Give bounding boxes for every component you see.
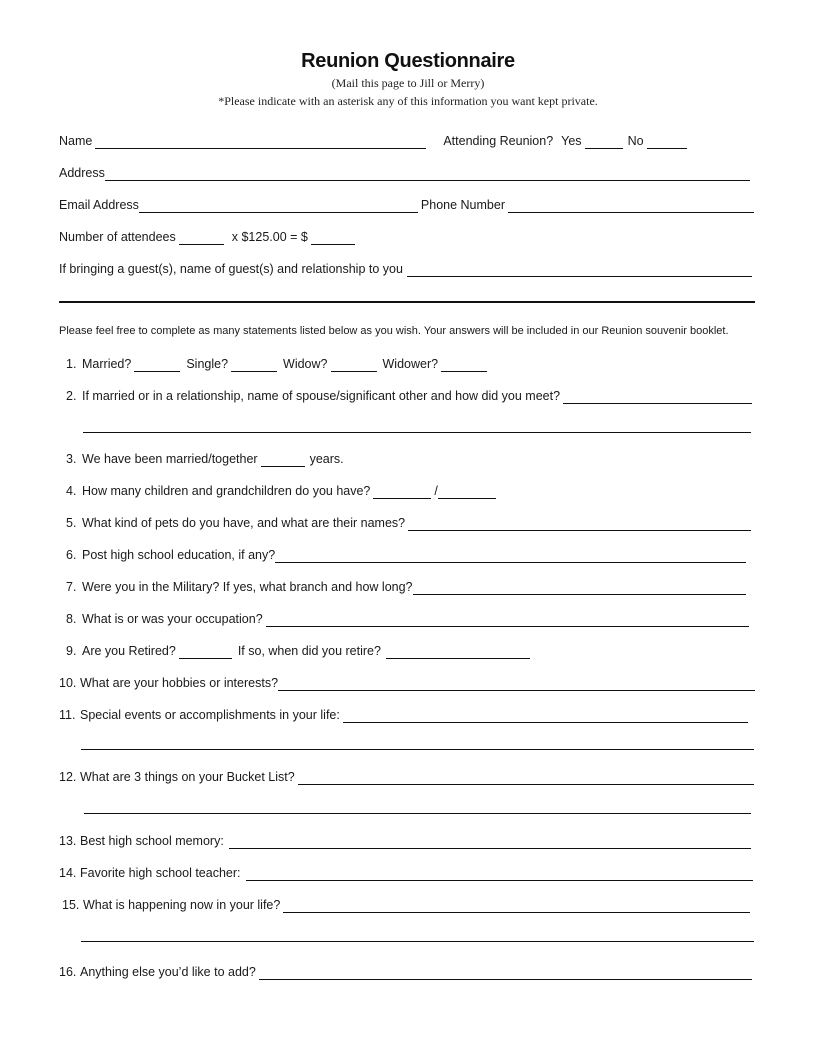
question-14 <box>59 863 753 881</box>
question-2-field[interactable] <box>563 388 752 404</box>
question-15-extra-line[interactable] <box>81 941 754 942</box>
question-number: 11. <box>59 708 76 722</box>
question-10-text: What are your hobbies or interests? <box>80 676 279 690</box>
question-6 <box>66 545 746 563</box>
name-label: Name <box>59 134 93 148</box>
single-label: Single? <box>186 357 229 371</box>
widow-field[interactable] <box>331 356 377 372</box>
name-row <box>59 131 684 149</box>
section-divider <box>59 301 755 303</box>
question-number: 1. <box>66 357 77 371</box>
phone-field[interactable] <box>508 197 754 213</box>
years-field[interactable] <box>261 451 305 467</box>
question-2 <box>66 386 752 404</box>
question-3 <box>66 449 754 467</box>
question-12 <box>59 767 754 785</box>
question-7-text: Were you in the Military? If yes, what branch and how long? <box>82 580 413 594</box>
guest-field[interactable] <box>407 261 752 277</box>
question-2-extra-line[interactable] <box>83 432 751 433</box>
question-number: 7. <box>66 580 77 594</box>
married-field[interactable] <box>134 356 180 372</box>
attendees-label: Number of attendees <box>59 230 176 244</box>
intro-text: Please feel free to complete as many statements listed below as you wish. Your answers will be included in our Reunion souvenir booklet. <box>59 325 729 337</box>
guest-row <box>59 259 752 277</box>
question-number: 4. <box>66 484 77 498</box>
children-field[interactable] <box>373 483 431 499</box>
address-field[interactable] <box>105 165 750 181</box>
question-8-text: What is or was your occupation? <box>82 612 263 626</box>
question-4-text: How many children and grandchildren do you have? <box>82 484 371 498</box>
question-15-field[interactable] <box>283 897 750 913</box>
attending-no-field[interactable] <box>647 133 687 149</box>
widower-label: Widower? <box>382 357 439 371</box>
question-14-text: Favorite high school teacher: <box>80 866 241 880</box>
years-label: years. <box>309 452 344 466</box>
question-13-text: Best high school memory: <box>80 834 224 848</box>
widow-label: Widow? <box>283 357 328 371</box>
attending-no-label: No <box>627 134 644 148</box>
question-number: 3. <box>66 452 77 466</box>
attending-label: Attending Reunion? <box>443 134 554 148</box>
question-number: 2. <box>66 389 77 403</box>
phone-label: Phone Number <box>420 198 505 212</box>
question-10 <box>59 673 755 691</box>
page-title: Reunion Questionnaire <box>301 50 515 72</box>
attending-yes-label: Yes <box>561 134 582 148</box>
attending-yes-field[interactable] <box>585 133 623 149</box>
question-number: 8. <box>66 612 77 626</box>
question-number: 12. <box>59 770 77 784</box>
attendees-row <box>59 227 754 245</box>
question-7-field[interactable] <box>413 579 747 595</box>
question-3-text: We have been married/together <box>82 452 258 466</box>
question-11-extra-line[interactable] <box>81 749 754 750</box>
single-field[interactable] <box>231 356 277 372</box>
married-label: Married? <box>82 357 132 371</box>
question-12-text: What are 3 things on your Bucket List? <box>80 770 295 784</box>
guest-label: If bringing a guest(s), name of guest(s) and relationship to you <box>59 262 403 276</box>
slash-separator: / <box>434 484 438 498</box>
grandchildren-field[interactable] <box>438 483 496 499</box>
question-2-text: If married or in a relationship, name of spouse/significant other and how did you meet? <box>82 389 561 403</box>
question-15-text: What is happening now in your life? <box>83 898 281 912</box>
question-16-text: Anything else you’d like to add? <box>80 965 256 979</box>
question-number: 9. <box>66 644 77 658</box>
question-12-field[interactable] <box>298 769 754 785</box>
question-number: 10. <box>59 676 77 690</box>
question-5-text: What kind of pets do you have, and what are their names? <box>82 516 406 530</box>
question-6-field[interactable] <box>275 547 746 563</box>
question-13-field[interactable] <box>229 833 751 849</box>
privacy-note: *Please indicate with an asterisk any of this information you want kept private. <box>218 94 598 108</box>
question-number: 14. <box>59 866 77 880</box>
question-number: 13. <box>59 834 77 848</box>
widower-field[interactable] <box>441 356 487 372</box>
question-12-extra-line[interactable] <box>84 813 751 814</box>
question-4 <box>66 481 754 499</box>
retired-label: Are you Retired? <box>82 644 176 658</box>
question-11-field[interactable] <box>343 707 748 723</box>
question-8-field[interactable] <box>266 611 749 627</box>
attendees-field[interactable] <box>179 229 224 245</box>
question-number: 6. <box>66 548 77 562</box>
question-9 <box>66 641 754 659</box>
question-16 <box>59 962 752 980</box>
question-11-text: Special events or accomplishments in your life: <box>80 708 340 722</box>
retired-field[interactable] <box>179 643 232 659</box>
name-field[interactable] <box>95 133 426 149</box>
question-8 <box>66 609 749 627</box>
question-7 <box>66 577 746 595</box>
question-number: 5. <box>66 516 77 530</box>
retire-when-field[interactable] <box>386 643 530 659</box>
total-field[interactable] <box>311 229 355 245</box>
question-14-field[interactable] <box>246 865 753 881</box>
question-5 <box>66 513 751 531</box>
mail-note: (Mail this page to Jill or Merry) <box>331 76 485 90</box>
question-1 <box>66 354 754 372</box>
retire-when-label: If so, when did you retire? <box>237 644 381 658</box>
question-5-field[interactable] <box>408 515 751 531</box>
question-number: 16. <box>59 965 77 979</box>
question-15 <box>62 895 750 913</box>
email-field[interactable] <box>139 197 418 213</box>
address-label: Address <box>59 166 105 180</box>
price-label: x $125.00 = $ <box>231 230 308 244</box>
question-11 <box>59 705 748 723</box>
question-16-field[interactable] <box>259 964 752 980</box>
email-phone-row <box>59 195 754 213</box>
email-label: Email Address <box>59 198 139 212</box>
question-6-text: Post high school education, if any? <box>82 548 276 562</box>
question-10-field[interactable] <box>278 675 755 691</box>
question-13 <box>59 831 751 849</box>
address-row <box>59 163 750 181</box>
question-number: 15. <box>62 898 80 912</box>
